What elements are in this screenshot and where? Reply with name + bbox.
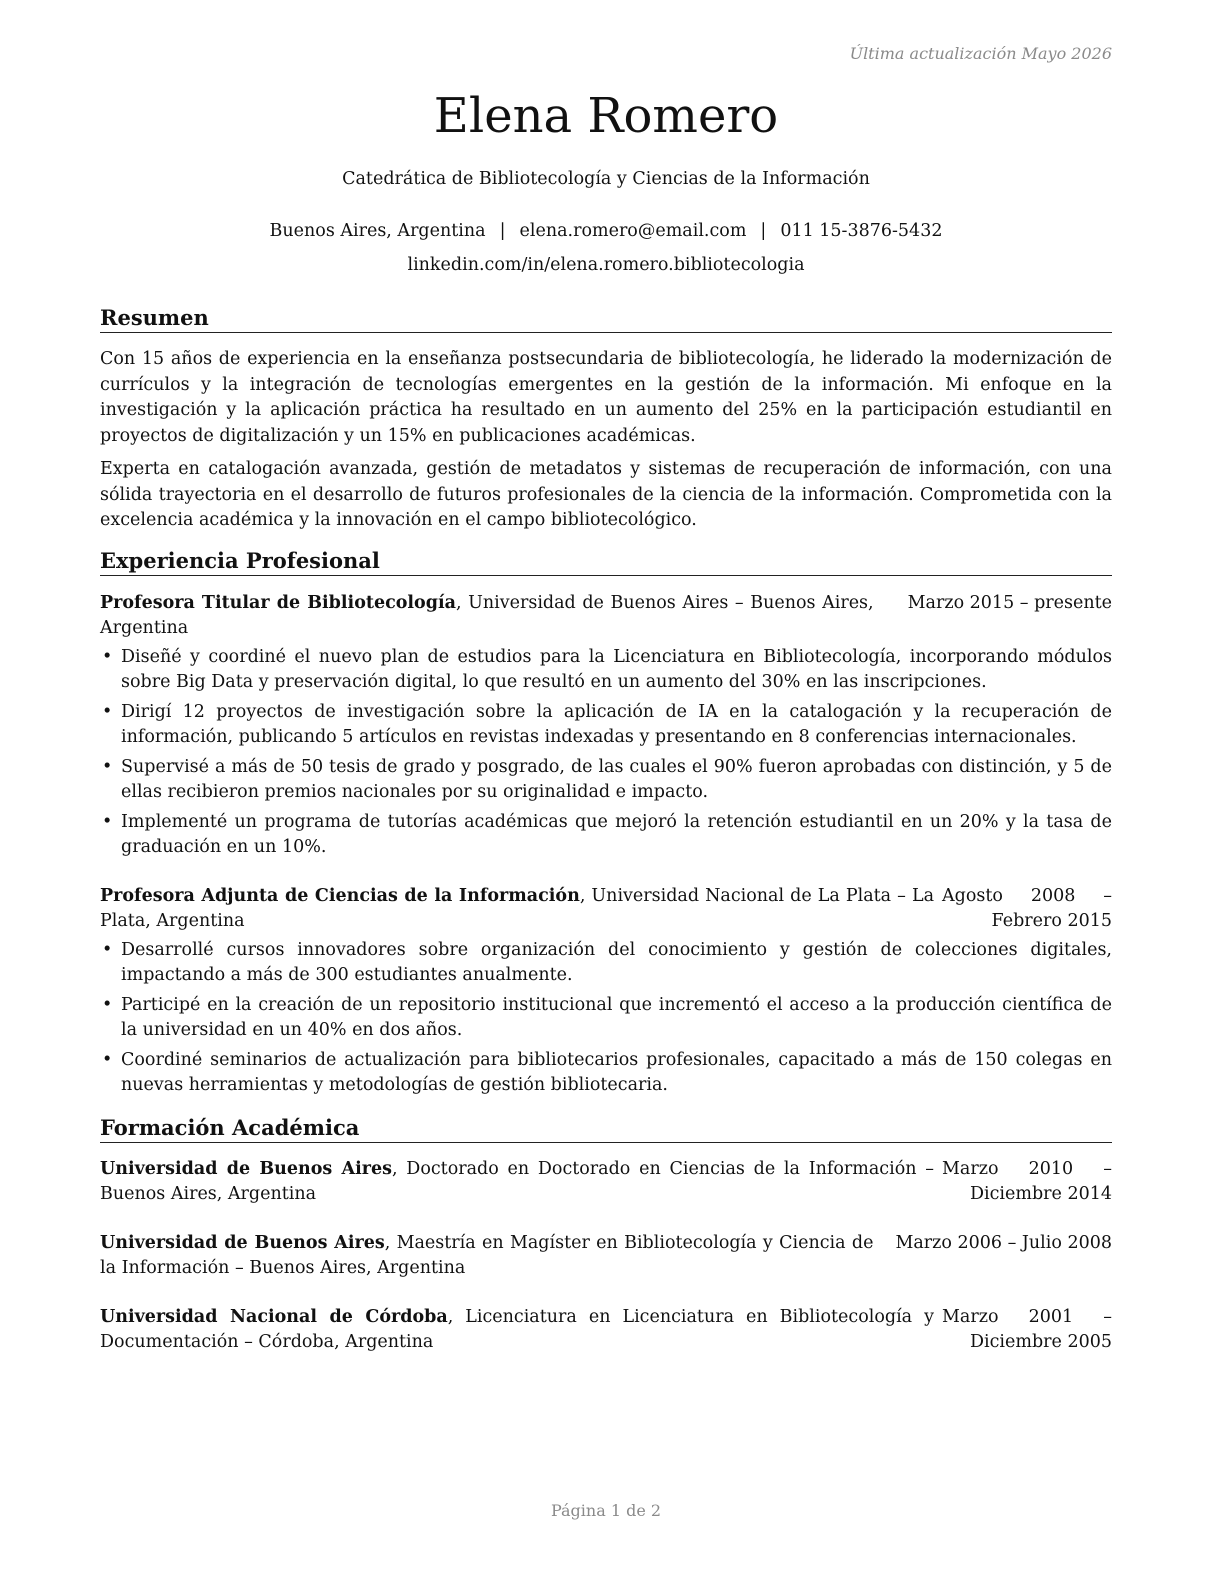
education-institution: Universidad de Buenos Aires: [100, 1233, 385, 1253]
job-details: , Universidad Nacional de La Plata – La Plata, Argentina: [100, 886, 934, 931]
education-details: , Licenciatura en Licenciatura en Bibliotecología y Documentación – Córdoba, Argentina: [100, 1307, 934, 1352]
experience-entry: [100, 591, 1112, 865]
education-entry-header: [100, 1231, 1112, 1281]
job-bullet: • Coordiné seminarios de actualización para bibliotecarios profesionales, capacitado a más de 150 colegas en nuevas herramientas y metodologías de gestión bibliotecaria.: [100, 1048, 1112, 1098]
job-dates: Agosto 2008 – Febrero 2015: [942, 886, 1112, 931]
contact-email[interactable]: elena.romero@email.com: [519, 221, 747, 241]
job-bullet: • Participé en la creación de un repositorio institucional que incrementó el acceso a la producción científica de la universidad en un 40% en dos años.: [100, 993, 1112, 1043]
contact-separator: |: [760, 221, 767, 241]
job-bullet: • Diseñé y coordiné el nuevo plan de estudios para la Licenciatura en Bibliotecología, incorporando módulos sobre Big Data y preservación digital, lo que resultó en un aumento del 30% en las inscripciones.: [100, 645, 1112, 695]
job-role: Profesora Titular de Bibliotecología: [100, 593, 456, 613]
education-entry-title: [100, 1157, 934, 1207]
experience-entry-header: [100, 591, 1112, 641]
experience-entry-title: [100, 884, 934, 934]
job-bullet: • Supervisé a más de 50 tesis de grado y posgrado, de las cuales el 90% fueron aprobadas con distinción, y 5 de ellas recibieron premios nacionales por su originalidad e impacto.: [100, 755, 1112, 805]
experience-entry-header: [100, 884, 1112, 934]
education-entry: [100, 1231, 1112, 1281]
education-institution: Universidad Nacional de Córdoba: [100, 1307, 448, 1327]
education-entry-title: [100, 1305, 934, 1355]
job-bullets: [100, 938, 1112, 1098]
education-entry-header: [100, 1157, 1112, 1207]
linkedin-link[interactable]: linkedin.com/in/elena.romero.bibliotecologia: [407, 255, 805, 275]
education-dates: Marzo 2010 – Diciembre 2014: [942, 1159, 1112, 1204]
education-entry-title: [100, 1231, 873, 1281]
section-title-education: Formación Académica: [100, 1114, 1112, 1143]
contact-location: Buenos Aires, Argentina: [269, 221, 486, 241]
job-bullet: • Implementé un programa de tutorías académicas que mejoró la retención estudiantil en un 20% y la tasa de graduación en un 10%.: [100, 810, 1112, 860]
education-institution: Universidad de Buenos Aires: [100, 1159, 392, 1179]
summary-paragraph: Experta en catalogación avanzada, gestión de metadatos y sistemas de recuperación de información, con una sólida trayectoria en el desarrollo de futuros profesionales de la ciencia de la información. Comprometida con la excelencia académica y la innovación en el campo bibliotecológico.: [100, 459, 1112, 530]
education-details: , Maestría en Magíster en Bibliotecología y Ciencia de la Información – Buenos Aires, Argentina: [100, 1233, 874, 1278]
contact-separator: |: [499, 221, 506, 241]
section-title-experience: Experiencia Profesional: [100, 547, 1112, 576]
page-number: Página 1 de 2: [550, 1501, 662, 1520]
job-bullet: • Desarrollé cursos innovadores sobre organización del conocimiento y gestión de colecciones digitales, impactando a más de 300 estudiantes anualmente.: [100, 938, 1112, 988]
section-title-summary: Resumen: [100, 304, 1112, 333]
summary-paragraph: Con 15 años de experiencia en la enseñanza postsecundaria de bibliotecología, he liderado la modernización de currículos y la integración de tecnologías emergentes en la gestión de la información. Mi enfoque en la investigación y la aplicación práctica ha resultado en un aumento del 25% en la participación estudiantil en proyectos de digitalización y un 15% en publicaciones académicas.: [100, 349, 1112, 446]
job-details: , Universidad de Buenos Aires – Buenos Aires, Argentina: [100, 593, 874, 638]
experience-entry-title: [100, 591, 874, 641]
education-entry: [100, 1157, 1112, 1207]
job-role: Profesora Adjunta de Ciencias de la Información: [100, 886, 580, 906]
candidate-headline: Catedrática de Bibliotecología y Ciencias de la Información: [342, 169, 870, 189]
education-entry-header: [100, 1305, 1112, 1355]
education-dates: Marzo 2006 – Julio 2008: [895, 1233, 1112, 1253]
education-entry: [100, 1305, 1112, 1355]
last-updated: Última actualización Mayo 2026: [849, 44, 1112, 63]
job-dates: Marzo 2015 – presente: [907, 593, 1112, 613]
contact-line: [100, 218, 1112, 244]
job-bullets: [100, 645, 1112, 860]
job-bullet: • Dirigí 12 proyectos de investigación sobre la aplicación de IA en la catalogación y la recuperación de información, publicando 5 artículos en revistas indexadas y presentando en 8 conferencias internacionales.: [100, 700, 1112, 750]
contact-phone: 011 15-3876-5432: [780, 221, 943, 241]
education-dates: Marzo 2001 – Diciembre 2005: [942, 1307, 1112, 1352]
candidate-name: Elena Romero: [433, 88, 779, 144]
education-details: , Doctorado en Doctorado en Ciencias de la Información – Buenos Aires, Argentina: [100, 1159, 934, 1204]
experience-entry: [100, 884, 1112, 1103]
resume-page: [100, 0, 1112, 1584]
